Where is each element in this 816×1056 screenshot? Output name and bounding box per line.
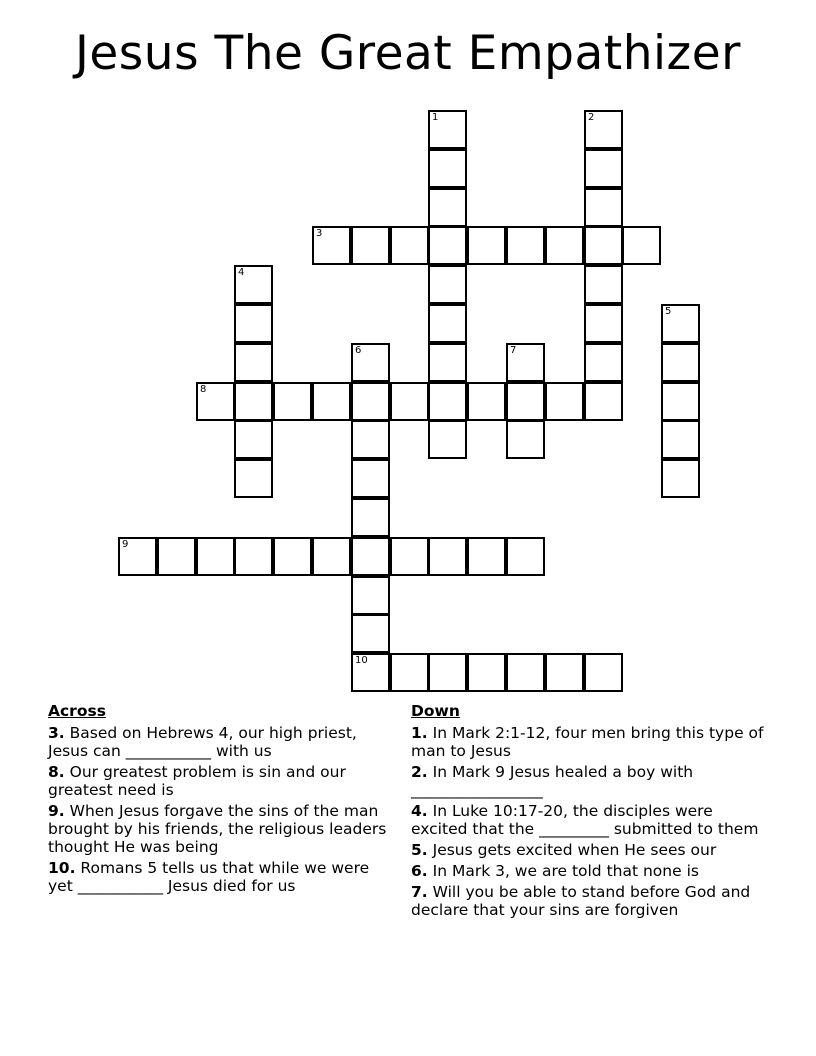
crossword-cell[interactable] — [506, 537, 545, 576]
crossword-cell[interactable] — [234, 420, 273, 459]
crossword-cell[interactable] — [428, 420, 467, 459]
cell-number: 10 — [355, 655, 368, 666]
down-clues — [411, 702, 771, 922]
clue-number: 6. — [411, 862, 428, 880]
crossword-cell[interactable] — [661, 459, 700, 498]
crossword-cell[interactable] — [506, 226, 545, 265]
crossword-cell[interactable] — [661, 343, 700, 382]
crossword-cell[interactable] — [312, 226, 351, 265]
clue-text: Based on Hebrews 4, our high priest, Jesus can ___________ with us — [48, 724, 357, 760]
crossword-cell[interactable] — [467, 653, 506, 692]
clue-number: 1. — [411, 724, 428, 742]
clue-text: In Mark 9 Jesus healed a boy with _________________ — [411, 763, 694, 799]
clue-down-6 — [411, 862, 771, 880]
clue-text: Romans 5 tells us that while we were yet ___________ Jesus died for us — [48, 859, 370, 895]
crossword-cell[interactable] — [428, 382, 467, 421]
crossword-cell[interactable] — [351, 382, 390, 421]
clue-number: 2. — [411, 763, 428, 781]
crossword-cell[interactable] — [506, 420, 545, 459]
crossword-cell[interactable] — [428, 343, 467, 382]
crossword-cell[interactable] — [428, 226, 467, 265]
crossword-cell[interactable] — [196, 537, 235, 576]
clue-number: 3. — [48, 724, 65, 742]
crossword-cell[interactable] — [584, 188, 623, 227]
crossword-cell[interactable] — [390, 537, 429, 576]
cell-number: 8 — [200, 384, 207, 395]
crossword-cell[interactable] — [545, 653, 584, 692]
puzzle-title: Jesus The Great Empathizer — [75, 26, 741, 81]
clue-across-8 — [48, 763, 398, 799]
crossword-cell[interactable] — [506, 343, 545, 382]
crossword-cell[interactable] — [584, 653, 623, 692]
clue-down-5 — [411, 841, 771, 859]
crossword-cell[interactable] — [545, 382, 584, 421]
clue-number: 4. — [411, 802, 428, 820]
crossword-cell[interactable] — [273, 382, 312, 421]
crossword-cell[interactable] — [312, 537, 351, 576]
clue-across-10 — [48, 859, 398, 895]
crossword-cell[interactable] — [234, 382, 273, 421]
crossword-cell[interactable] — [661, 420, 700, 459]
clue-number: 7. — [411, 883, 428, 901]
clue-text: In Mark 2:1-12, four men bring this type of man to Jesus — [411, 724, 764, 760]
clue-text: In Luke 10:17-20, the disciples were excited that the _________ submitted to them — [411, 802, 759, 838]
crossword-cell[interactable] — [234, 343, 273, 382]
cell-number: 4 — [238, 267, 245, 278]
crossword-cell[interactable] — [196, 382, 235, 421]
crossword-cell[interactable] — [584, 304, 623, 343]
crossword-cell[interactable] — [428, 304, 467, 343]
crossword-cell[interactable] — [428, 537, 467, 576]
clue-number: 8. — [48, 763, 65, 781]
crossword-cell[interactable] — [351, 343, 390, 382]
crossword-cell[interactable] — [312, 382, 351, 421]
crossword-cell[interactable] — [584, 343, 623, 382]
crossword-cell[interactable] — [622, 226, 661, 265]
crossword-cell[interactable] — [428, 653, 467, 692]
crossword-cell[interactable] — [467, 226, 506, 265]
clue-down-7 — [411, 883, 771, 919]
crossword-cell[interactable] — [351, 614, 390, 653]
crossword-cell[interactable] — [351, 653, 390, 692]
crossword-cell[interactable] — [118, 537, 157, 576]
crossword-cell[interactable] — [661, 304, 700, 343]
crossword-cell[interactable] — [351, 226, 390, 265]
crossword-cell[interactable] — [390, 226, 429, 265]
across-clues — [48, 702, 398, 898]
clue-text: Our greatest problem is sin and our greatest need is — [48, 763, 346, 799]
down-heading: Down — [411, 702, 460, 720]
crossword-cell[interactable] — [661, 382, 700, 421]
clue-down-1 — [411, 724, 771, 760]
cell-number: 7 — [510, 345, 517, 356]
clue-down-4 — [411, 802, 771, 838]
crossword-cell[interactable] — [351, 576, 390, 615]
cell-number: 5 — [665, 306, 672, 317]
crossword-cell[interactable] — [428, 110, 467, 149]
crossword-cell[interactable] — [584, 226, 623, 265]
clue-across-9 — [48, 802, 398, 856]
clue-number: 10. — [48, 859, 76, 877]
crossword-cell[interactable] — [584, 265, 623, 304]
clue-text: Will you be able to stand before God and declare that your sins are forgiven — [411, 883, 751, 919]
crossword-cell[interactable] — [234, 537, 273, 576]
clue-text: In Mark 3, we are told that none is — [432, 862, 699, 880]
cell-number: 2 — [588, 112, 595, 123]
clue-number: 5. — [411, 841, 428, 859]
crossword-cell[interactable] — [234, 265, 273, 304]
clue-text: Jesus gets excited when He sees our — [432, 841, 717, 859]
cell-number: 3 — [316, 228, 323, 239]
clue-across-3 — [48, 724, 398, 760]
across-heading: Across — [48, 702, 106, 720]
crossword-cell[interactable] — [351, 459, 390, 498]
crossword-cell[interactable] — [545, 226, 584, 265]
crossword-cell[interactable] — [428, 265, 467, 304]
crossword-cell[interactable] — [351, 498, 390, 537]
crossword-cell[interactable] — [584, 149, 623, 188]
clue-number: 9. — [48, 802, 65, 820]
crossword-cell[interactable] — [234, 459, 273, 498]
crossword-cell[interactable] — [506, 382, 545, 421]
crossword-cell[interactable] — [351, 537, 390, 576]
crossword-cell[interactable] — [390, 653, 429, 692]
crossword-cell[interactable] — [273, 537, 312, 576]
crossword-cell[interactable] — [584, 110, 623, 149]
clue-down-2 — [411, 763, 771, 799]
crossword-cell[interactable] — [351, 420, 390, 459]
crossword-cell[interactable] — [467, 382, 506, 421]
crossword-cell[interactable] — [428, 149, 467, 188]
crossword-cell[interactable] — [390, 382, 429, 421]
crossword-cell[interactable] — [584, 382, 623, 421]
cell-number: 1 — [432, 112, 439, 123]
crossword-cell[interactable] — [506, 653, 545, 692]
crossword-cell[interactable] — [428, 188, 467, 227]
crossword-cell[interactable] — [467, 537, 506, 576]
crossword-cell[interactable] — [234, 304, 273, 343]
cell-number: 6 — [355, 345, 362, 356]
clue-text: When Jesus forgave the sins of the man brought by his friends, the religious leaders thought He was being — [48, 802, 387, 856]
cell-number: 9 — [122, 539, 129, 550]
crossword-cell[interactable] — [157, 537, 196, 576]
